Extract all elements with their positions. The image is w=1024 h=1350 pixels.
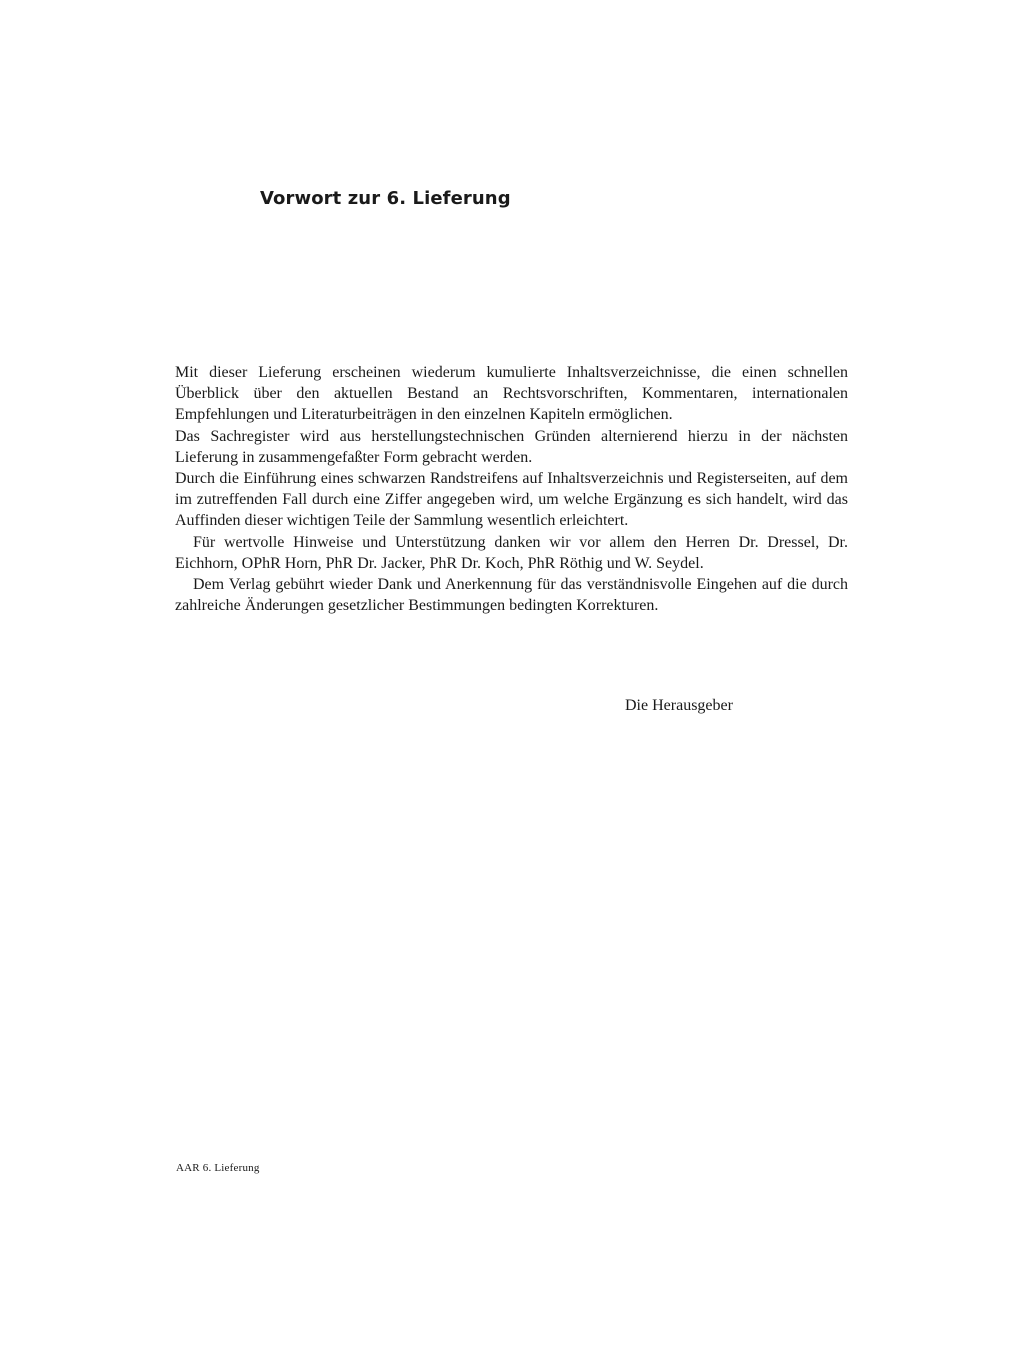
page-footer: AAR 6. Lieferung [176, 1162, 260, 1174]
paragraph-2: Das Sachregister wird aus herstellungstechnischen Gründen alternierend hierzu in der nächsten Lieferung in zusammengefaßter Form gebracht werden. [175, 427, 848, 466]
paragraph-4: Für wertvolle Hinweise und Unterstützung danken wir vor allem den Herren Dr. Dressel, Dr. Eichhorn, OPhR Horn, PhR Dr. Jacker, PhR Dr. Koch, PhR Röthig und W. Seydel. [175, 533, 848, 572]
foreword-body [175, 362, 848, 616]
paragraph-5: Dem Verlag gebührt wieder Dank und Anerkennung für das verständnisvolle Eingehen auf die durch zahlreiche Änderungen gesetzlicher Bestimmungen bedingten Korrekturen. [175, 576, 848, 615]
page-title: Vorwort zur 6. Lieferung [260, 188, 511, 209]
paragraph-3: Durch die Einführung eines schwarzen Randstreifens auf Inhaltsverzeichnis und Registerseiten, auf dem im zutreffenden Fall durch eine Ziffer angegeben wird, um welche Ergänzung es sich handelt, wird das Auffinden dieser wichtigen Teile der Sammlung wesentlich erleichtert. [175, 470, 848, 530]
signature: Die Herausgeber [625, 697, 733, 714]
paragraph-1: Mit dieser Lieferung erscheinen wiederum kumulierte Inhaltsverzeichnisse, die einen schnellen Überblick über den aktuellen Bestand an Rechtsvorschriften, Kommentaren, internationalen Empfehlungen und Literaturbeiträgen in den einzelnen Kapiteln ermöglichen. [175, 364, 848, 424]
